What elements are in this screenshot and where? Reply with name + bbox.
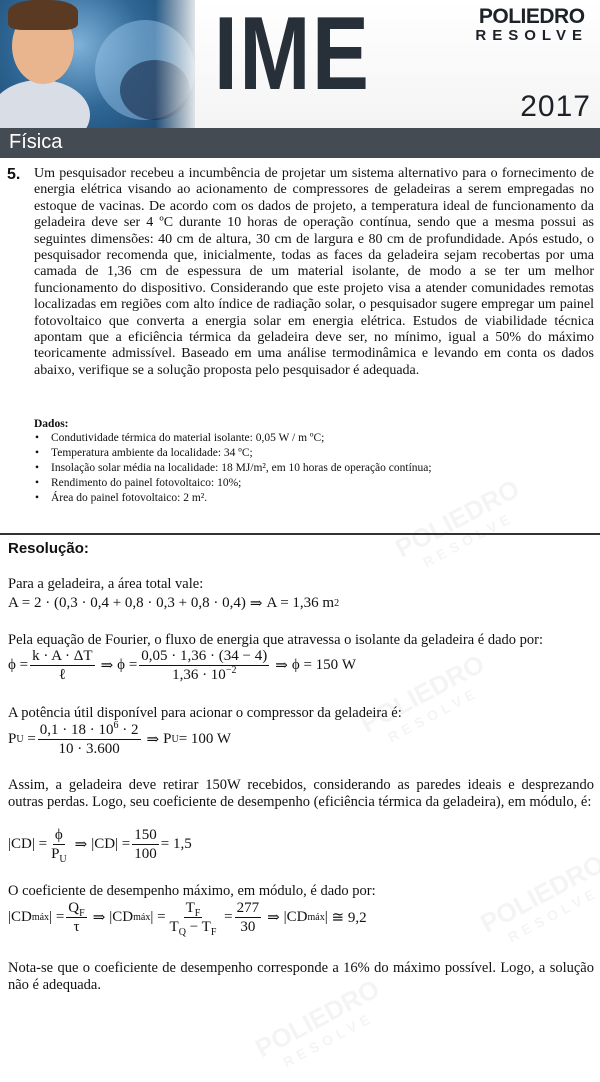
equation-area: A = 2 · (0,3 · 0,4 + 0,8 · 0,3 + 0,8 · 0,4) ⇒ A = 1,36 m 2 xyxy=(8,595,340,612)
resolution-paragraph: O coeficiente de desempenho máximo, em módulo, é dado por: xyxy=(8,883,376,899)
question-number: 5. xyxy=(7,166,21,183)
exam-year: 2017 xyxy=(520,90,591,123)
data-item: • Insolação solar média na localidade: 18 MJ/m², em 10 horas de operação contínua; xyxy=(34,461,432,476)
data-item: • Condutividade térmica do material isolante: 0,05 W / m ºC; xyxy=(34,431,432,446)
data-item: • Temperatura ambiente da localidade: 34 ºC; xyxy=(34,446,432,461)
data-item: • Área do painel fotovoltaico: 2 m². xyxy=(34,491,432,506)
resolution-title: Resolução: xyxy=(8,540,89,557)
subject-label: Física xyxy=(9,131,63,153)
resolution-paragraph: Para a geladeira, a área total vale: xyxy=(8,576,204,592)
equation-cop-max: |CD máx | = $\frac{Q_F}{\tau}$ ⇒ |CD máx | = $\frac{T_F}{T_Q - T_F}$ = $\frac{277}{30}$ ⇒ |CD máx | ≅ 9,2 xyxy=(8,900,367,938)
equation-power: P U = $\frac{0,1 \cdot 18 \cdot 10^6 \cdot 2}{10 \cdot 3.600}$ ⇒ P U = 100 W xyxy=(8,720,232,757)
subject-bar xyxy=(0,128,600,158)
brand-line2: RESOLVE xyxy=(475,27,588,44)
data-title: Dados: xyxy=(34,418,69,430)
section-divider xyxy=(0,533,600,535)
header-photo xyxy=(0,0,195,128)
resolution-conclusion: Nota-se que o coeficiente de desempenho corresponde a 16% do máximo possível. Logo, a solução não é adequada. xyxy=(8,960,594,993)
equation-cop: |CD| = $\frac{\phi}{P_U}$ ⇒ |CD| = $\frac{150}{100}$ = 1,5 xyxy=(8,827,192,865)
watermark xyxy=(477,851,600,957)
brand-line1: POLIEDRO xyxy=(478,5,585,28)
page-header xyxy=(0,0,600,128)
data-item: • Rendimento do painel fotovoltaico: 10%; xyxy=(34,476,432,491)
data-list xyxy=(34,431,432,506)
brand-logo xyxy=(475,6,588,44)
watermark xyxy=(357,651,499,757)
exam-title: IME xyxy=(214,0,371,112)
resolution-paragraph: Assim, a geladeira deve retirar 150W recebidos, considerando as paredes ideais e desprezando outras perdas. Logo, seu coeficiente de desempenho (eficiência térmica da geladeira), em módulo, é: xyxy=(8,777,594,810)
question-text: Um pesquisador recebeu a incumbência de projetar um sistema alternativo para o fornecimento de energia elétrica visando ao acionamento de compressores de geladeiras a serem empregadas no estoque de vacinas. De acordo com os dados de projeto, a temperatura ideal de funcionamento da geladeira deve ser 4 ºC durante 10 horas de operação contínua, sendo que a mesma possui as seguintes dimensões: 40 cm de altura, 30 cm de largura e 80 cm de profundidade. Após estudo, o pesquisador recomenda que, inicialmente, todas as faces da geladeira sejam recobertas por uma camada de 1,36 cm de espessura de um material isolante, de modo a se ter um melhor funcionamento do dispositivo. Considerando que este projeto visa a atender comunidades remotas localizadas em regiões com alto índice de radiação solar, o pesquisador sugere empregar um painel fotovoltaico que converta a energia solar em energia elétrica. Estudos de viabilidade técnica apontam que a eficiência térmica da geladeira deve ser, no mínimo, igual a 50% do máximo teoricamente admissível. Baseado em uma análise termodinâmica e levando em conta os dados abaixo, verifique se a solução proposta pelo pesquisador é adequada. xyxy=(34,166,594,378)
resolution-paragraph: Pela equação de Fourier, o fluxo de energia que atravessa o isolante da geladeira é dado por: xyxy=(8,632,544,648)
equation-fourier: ϕ = $\frac{k \cdot A \cdot \Delta T}{\text{ℓ}}$ ⇒ ϕ = $\frac{0,05 \cdot 1,36 \cdot (34 - 4)}{1,36 \cdot 10^{-2}}$ ⇒ ϕ = 150 W xyxy=(8,648,357,683)
resolution-paragraph: A potência útil disponível para acionar o compressor da geladeira é: xyxy=(8,705,402,721)
